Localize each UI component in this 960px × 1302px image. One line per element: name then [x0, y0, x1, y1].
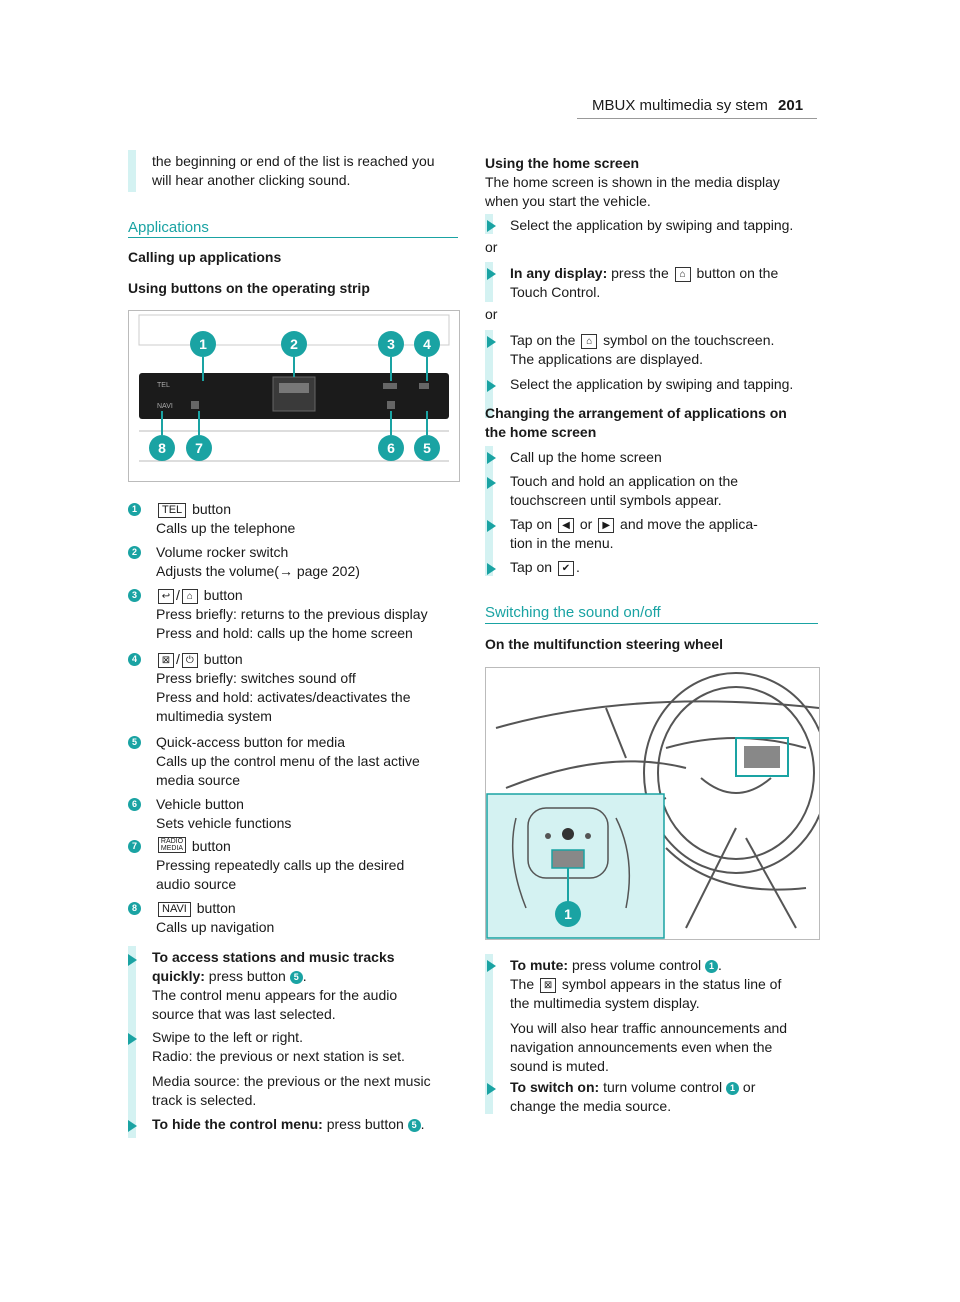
- step-arrow-icon: [487, 563, 496, 575]
- legend-title: button: [188, 501, 232, 517]
- back-key: ↩: [158, 589, 174, 604]
- legend-desc: Calls up navigation: [156, 919, 275, 935]
- home-step-4: Select the application by swiping and tapping.: [510, 376, 794, 392]
- step-arrow-icon: [487, 268, 496, 280]
- step-text: track is selected.: [152, 1092, 257, 1108]
- sound-rule: [485, 623, 818, 624]
- callout-number: 7: [128, 840, 141, 853]
- intro-text: [152, 152, 435, 190]
- legend-desc: Calls up the telephone: [156, 520, 296, 536]
- step-text: Tap on the: [510, 332, 580, 348]
- callout-number: 6: [128, 798, 141, 811]
- calling-up-heading: Calling up applications: [128, 249, 282, 265]
- step-text: Tap on: [510, 559, 556, 575]
- home-key: ⌂: [182, 589, 198, 604]
- navi-glyph: NAVI: [157, 403, 173, 410]
- legend-desc: Press briefly: returns to the previous display: [156, 606, 428, 622]
- applications-rule: [128, 237, 458, 238]
- home-text: when you start the vehicle.: [485, 193, 651, 209]
- arr-step-3: [510, 515, 820, 553]
- mute-icon: ⊠: [540, 978, 556, 993]
- step-text: sound is muted.: [510, 1058, 609, 1074]
- step-text: and move the applica-: [616, 516, 758, 532]
- legend-desc: Press and hold: activates/deactivates the: [156, 689, 411, 705]
- legend-desc: Sets vehicle functions: [156, 815, 292, 831]
- tel-glyph: TEL: [157, 382, 170, 389]
- legend-title: Vehicle button: [156, 796, 244, 812]
- step-arrow-icon: [487, 452, 496, 464]
- legend-title: Quick-access button for media: [156, 734, 346, 750]
- step-arrow-icon: [128, 1120, 137, 1132]
- step-text: tion in the menu.: [510, 535, 614, 551]
- arrangement-bar: [485, 446, 493, 576]
- intro-line: the beginning or end of the list is reached you: [152, 153, 435, 169]
- sound-heading: Switching the sound on/off: [485, 604, 661, 621]
- step-text: the multimedia system display.: [510, 995, 700, 1011]
- step-text: You will also hear traffic announcements and: [510, 1020, 788, 1036]
- legend-desc: audio source: [156, 876, 237, 892]
- intro-bar: [128, 150, 136, 192]
- home-icon: ⌂: [675, 267, 691, 282]
- intro-line: will hear another clicking sound.: [152, 172, 351, 188]
- step-text: press button: [204, 968, 290, 984]
- callout-number: 2: [128, 546, 141, 559]
- arr-step-1: Call up the home screen: [510, 449, 662, 465]
- callout-number: 5: [128, 736, 141, 749]
- step-text: press volume control: [568, 957, 706, 973]
- svg-text:7: 7: [195, 440, 203, 456]
- step-arrow-icon: [128, 1033, 137, 1045]
- steering-wheel-heading: On the multifunction steering wheel: [485, 636, 724, 652]
- switch-on-step: [510, 1078, 825, 1116]
- step-quick-access: To access stations and music tracks quickly: press button 5 . The control menu appears for the audio source that was last selected.: [152, 948, 462, 1024]
- mute-step: To mute: press volume control 1 . The ⊠ symbol appears in the status line of the multimedia system display. You will also hear traffic announcements and navigation announcements even when the sound is muted.: [510, 956, 825, 1076]
- legend-title: button: [199, 587, 243, 603]
- header-rule: [577, 118, 817, 119]
- home-text: The home screen is shown in the media display: [485, 174, 780, 190]
- step-arrow-icon: [487, 477, 496, 489]
- running-header: [592, 96, 803, 115]
- home-step-3: [510, 331, 820, 369]
- operating-strip-heading: Using buttons on the operating strip: [128, 280, 370, 296]
- power-key: ⏻: [182, 653, 198, 668]
- legend-desc: Press briefly: switches sound off: [156, 670, 356, 686]
- applications-heading: Applications: [128, 219, 209, 236]
- arr-step-4: [510, 558, 580, 577]
- step-title: To switch on:: [510, 1079, 600, 1095]
- step-arrow-icon: [128, 954, 137, 966]
- step-text: Media source: the previous or the next music: [152, 1073, 431, 1089]
- radio-media-key: RADIO MEDIA: [158, 837, 186, 853]
- step-text: Radio: the previous or next station is set.: [152, 1048, 405, 1064]
- step-text: touchscreen until symbols appear.: [510, 492, 722, 508]
- step-arrow-icon: [487, 380, 496, 392]
- callout-ref: 1: [705, 960, 718, 973]
- home-screen-section: [485, 154, 820, 211]
- callout-number: 3: [128, 589, 141, 602]
- home-icon: ⌂: [581, 334, 597, 349]
- legend-desc: media source: [156, 772, 241, 788]
- step-text: Touch Control.: [510, 284, 601, 300]
- home-title: Using the home screen: [485, 155, 640, 171]
- step-text: button on the: [692, 265, 779, 281]
- step-text: or: [575, 516, 597, 532]
- step-title: To mute:: [510, 957, 569, 973]
- callout-ref: 1: [726, 1082, 739, 1095]
- mute-key: ⊠: [158, 653, 174, 668]
- callout-ref: 5: [290, 971, 303, 984]
- page-number: 201: [778, 97, 804, 114]
- callout-ref: 5: [408, 1119, 421, 1132]
- step-text: The: [510, 976, 539, 992]
- svg-text:1: 1: [564, 906, 572, 922]
- legend-desc: Calls up the control menu of the last active: [156, 753, 420, 769]
- step-arrow-icon: [487, 1083, 496, 1095]
- step-text: .: [575, 559, 580, 575]
- arrangement-heading: [485, 404, 820, 442]
- steering-wheel-illustration: [486, 668, 819, 939]
- right-arrow-icon: ▶: [598, 518, 614, 533]
- step-arrow-icon: [487, 520, 496, 532]
- navi-key: NAVI: [158, 902, 191, 917]
- legend-title: button: [188, 838, 231, 854]
- step-swipe: [152, 1028, 462, 1110]
- step-text: press the: [607, 265, 673, 281]
- operating-strip-figure: [128, 310, 460, 482]
- step-text: The applications are displayed.: [510, 351, 704, 367]
- callout-number: 1: [128, 503, 141, 516]
- legend-desc: Pressing repeatedly calls up the desired: [156, 857, 405, 873]
- svg-text:5: 5: [423, 440, 431, 456]
- step-text: symbol on the touchscreen.: [599, 332, 775, 348]
- step-text: change the media source.: [510, 1098, 672, 1114]
- section-title: MBUX multimedia sy stem: [592, 97, 768, 114]
- left-arrow-icon: ◀: [558, 518, 574, 533]
- step-text: symbol appears in the status line of: [558, 976, 782, 992]
- legend-desc: multimedia system: [156, 708, 272, 724]
- step-title-cont: quickly:: [152, 968, 205, 984]
- or-text: or: [485, 239, 498, 255]
- or-text: or: [485, 306, 498, 322]
- home-step-1: Select the application by swiping and tapping.: [510, 217, 794, 233]
- step-title: To access stations and music tracks: [152, 949, 395, 965]
- step-text: turn volume control: [599, 1079, 727, 1095]
- confirm-check-icon: ✔: [558, 561, 574, 576]
- step-text: Swipe to the left or right.: [152, 1029, 303, 1045]
- step-arrow-icon: [487, 960, 496, 972]
- step-text: press button: [322, 1116, 408, 1132]
- step-title: In any display:: [510, 265, 608, 281]
- callout-number: 8: [128, 902, 141, 915]
- svg-text:6: 6: [387, 440, 395, 456]
- operating-strip-illustration: [129, 311, 459, 481]
- steering-wheel-figure: [485, 667, 820, 940]
- svg-text:1: 1: [199, 336, 207, 352]
- svg-text:3: 3: [387, 336, 395, 352]
- legend-title: button: [192, 900, 236, 916]
- step-text: source that was last selected.: [152, 1006, 336, 1022]
- callout-number: 4: [128, 653, 141, 666]
- step-title: To hide the control menu:: [152, 1116, 323, 1132]
- legend-desc: Press and hold: calls up the home screen: [156, 625, 413, 641]
- step-text: Tap on: [510, 516, 556, 532]
- home-step-2: [510, 264, 820, 302]
- step-text: navigation announcements even when the: [510, 1039, 773, 1055]
- step-arrow-icon: [487, 336, 496, 348]
- legend-title: Volume rocker switch: [156, 544, 289, 560]
- tel-key: TEL: [158, 503, 186, 518]
- arrangement-title: Changing the arrangement of applications on: [485, 405, 787, 421]
- arrangement-title: the home screen: [485, 424, 597, 440]
- step-text: or: [739, 1079, 756, 1095]
- svg-text:2: 2: [290, 336, 298, 352]
- legend-desc: Adjusts the volume(→ page 202): [156, 563, 360, 579]
- svg-text:4: 4: [423, 336, 431, 352]
- step-text: The control menu appears for the audio: [152, 987, 398, 1003]
- svg-text:8: 8: [158, 440, 166, 456]
- step-arrow-icon: [487, 220, 496, 232]
- arr-step-2: [510, 472, 738, 510]
- step-text: Touch and hold an application on the: [510, 473, 739, 489]
- legend-title: button: [199, 651, 243, 667]
- step-hide-menu: To hide the control menu: press button 5 .: [152, 1116, 425, 1132]
